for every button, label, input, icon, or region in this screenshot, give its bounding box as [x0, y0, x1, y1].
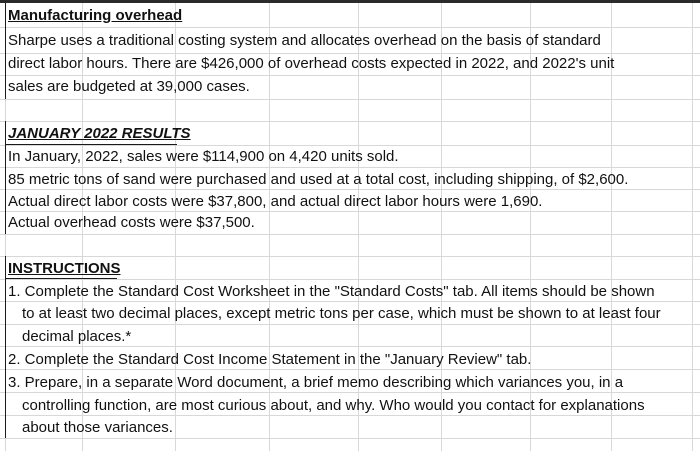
overhead-text-line-2: direct labor hours. There are $426,000 of overhead costs expected in 2022, and 2022's unit — [8, 55, 615, 72]
instruction-3-line-1: 3. Prepare, in a separate Word document, a brief memo describing which variances you, in a — [8, 374, 624, 391]
gridline — [0, 279, 700, 280]
instruction-1-line-3: decimal places.* — [22, 328, 132, 345]
cell-border — [5, 3, 6, 99]
section-heading-instructions: INSTRUCTIONS — [8, 260, 121, 277]
gridline — [0, 234, 700, 235]
gridline — [0, 27, 700, 28]
results-text-line-4: Actual overhead costs were $37,500. — [8, 214, 255, 231]
instruction-3-line-3: about those variances. — [22, 419, 173, 436]
gridline — [0, 167, 700, 168]
cell-border — [5, 144, 177, 145]
results-text-line-2: 85 metric tons of sand were purchased and used at a total cost, including shipping, of $2,600. — [8, 171, 629, 188]
instruction-1-line-1: 1. Complete the Standard Cost Worksheet in the "Standard Costs" tab. All items should be shown — [8, 283, 655, 300]
instruction-2-line-1: 2. Complete the Standard Cost Income Statement in the "January Review" tab. — [8, 351, 532, 368]
instruction-3-line-2: controlling function, are most curious about, and why. Who would you contact for explanations — [22, 397, 645, 414]
instruction-1-line-2: to at least two decimal places, except metric tons per case, which must be shown to at least four — [22, 305, 661, 322]
results-text-line-1: In January, 2022, sales were $114,900 on 4,420 units sold. — [8, 148, 399, 165]
results-text-line-3: Actual direct labor costs were $37,800, and actual direct labor hours were 1,690. — [8, 193, 543, 210]
section-heading-january-results: JANUARY 2022 RESULTS — [8, 125, 191, 142]
gridline — [0, 99, 700, 100]
top-border — [0, 0, 700, 3]
overhead-text-line-3: sales are budgeted at 39,000 cases. — [8, 78, 250, 95]
overhead-text-line-1: Sharpe uses a traditional costing system and allocates overhead on the basis of standard — [8, 32, 601, 49]
gridline — [0, 256, 700, 257]
cell-border — [5, 256, 6, 438]
gridline — [0, 121, 700, 122]
gridline — [692, 0, 693, 451]
cell-border — [5, 121, 6, 234]
gridline — [0, 438, 700, 439]
gridline — [0, 324, 700, 325]
section-heading-manufacturing-overhead: Manufacturing overhead — [8, 7, 183, 24]
